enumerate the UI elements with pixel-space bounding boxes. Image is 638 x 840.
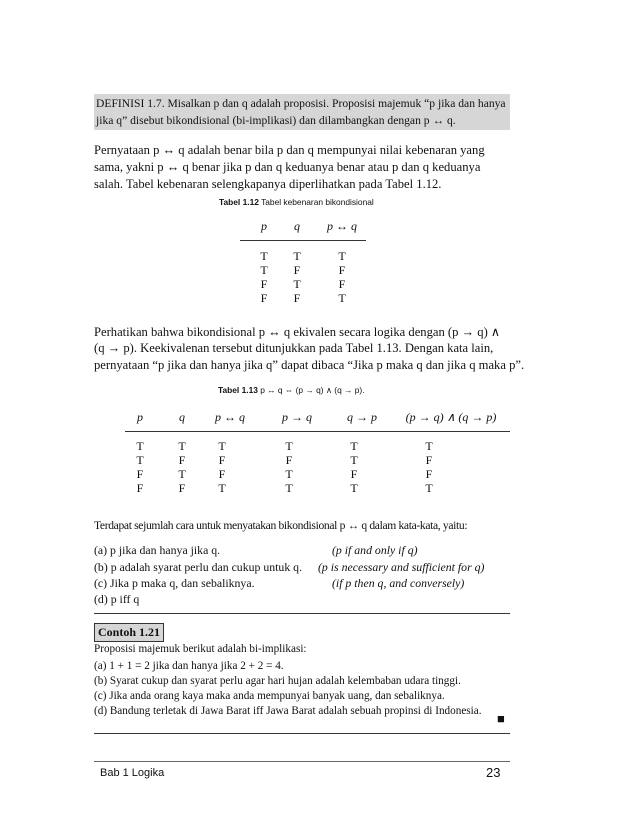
table2-cell: T	[285, 481, 293, 495]
table2-cell: F	[218, 467, 226, 481]
table2-cell: F	[136, 467, 144, 481]
example-item-d: (d) Bandung terletak di Jawa Barat iff Jawa Barat adalah sebuah propinsi di Indonesia.	[94, 705, 482, 717]
table1-cell: T	[260, 249, 268, 263]
para2-line-3: pernyataan “p jika dan hanya jika q” dapat dibaca “Jika p maka q dan jika q maka p”.	[94, 358, 525, 372]
table1-cell: T	[338, 249, 346, 263]
table1-cell: T	[260, 263, 268, 277]
table2-cell: F	[178, 481, 186, 495]
ways-item-d: (d) p iff q	[94, 592, 140, 606]
table2-cell: T	[285, 439, 293, 453]
table1-caption-label: Tabel 1.12	[219, 197, 259, 207]
footer-rule	[94, 761, 510, 762]
table1-cell: F	[338, 277, 346, 291]
table2-cell: F	[285, 453, 293, 467]
table1-rule	[240, 240, 366, 241]
example-item-c: (c) Jika anda orang kaya maka anda mempunyai banyak uang, dan sebaliknya.	[94, 690, 445, 702]
table2-cell: T	[350, 481, 358, 495]
ways-item-a: (a) p jika dan hanya jika q.	[94, 543, 221, 557]
table1-caption	[219, 197, 374, 207]
table2-caption	[218, 385, 365, 395]
table1-header-pq: p ↔ q	[327, 219, 357, 233]
table1-caption-text: Tabel kebenaran bikondisional	[261, 197, 374, 207]
table2-cell: T	[285, 467, 293, 481]
separator-line	[94, 613, 510, 614]
table1-cell: T	[338, 291, 346, 305]
table2-cell: T	[178, 439, 186, 453]
table2-cell: T	[218, 439, 226, 453]
example-item-b: (b) Syarat cukup dan syarat perlu agar hari hujan adalah kelembaban udara tinggi.	[94, 675, 461, 687]
para1-line-3: salah. Tabel kebenaran selengkapanya diperlihatkan pada Tabel 1.12.	[94, 177, 442, 191]
table1-cell: T	[293, 249, 301, 263]
table2-cell: T	[350, 439, 358, 453]
table2-header: q → p	[347, 410, 377, 424]
table2-cell: F	[178, 453, 186, 467]
ways-item-b-english: (p is necessary and sufficient for q)	[318, 560, 485, 574]
table1-cell: F	[293, 263, 301, 277]
table2-header: p	[137, 410, 143, 424]
table2-cell: T	[136, 453, 144, 467]
table1-cell: F	[260, 277, 268, 291]
para2-line-2: (q → p). Keekivalenan tersebut ditunjukkan pada Tabel 1.13. Dengan kata lain,	[94, 341, 494, 355]
table1-cell: T	[293, 277, 301, 291]
ways-item-a-english: (p if and only if q)	[332, 543, 418, 557]
para2-line-1: Perhatikan bahwa bikondisional p ↔ q ekivalen secara logika dengan (p → q) ∧	[94, 325, 501, 339]
table2-header: p ↔ q	[215, 410, 245, 424]
bottom-separator-line	[94, 733, 510, 734]
example-item-a: (a) 1 + 1 = 2 jika dan hanya jika 2 + 2 = 4.	[94, 660, 284, 672]
para1-line-2: sama, yakni p ↔ q benar jika p dan q keduanya benar atau p dan q keduanya	[94, 160, 481, 174]
ways-item-b: (b) p adalah syarat perlu dan cukup untuk q.	[94, 560, 303, 574]
table2-cell: T	[218, 481, 226, 495]
para3: Terdapat sejumlah cara untuk menyatakan bikondisional p ↔ q dalam kata-kata, yaitu:	[94, 519, 468, 532]
table2-rule	[125, 431, 510, 432]
table2-cell: T	[136, 439, 144, 453]
table1-cell: F	[260, 291, 268, 305]
table2-cell: T	[350, 453, 358, 467]
table2-cell: T	[425, 439, 433, 453]
table1-header-q: q	[294, 219, 300, 233]
table2-header: p → q	[282, 410, 312, 424]
table2-cell: T	[425, 481, 433, 495]
para1-line-1: Pernyataan p ↔ q adalah benar bila p dan q mempunyai nilai kebenaran yang	[94, 143, 485, 157]
table2-cell: T	[178, 467, 186, 481]
table1-cell: F	[293, 291, 301, 305]
definition-line-1: DEFINISI 1.7. Misalkan p dan q adalah proposisi. Proposisi majemuk “p jika dan hanya	[96, 97, 506, 110]
example-intro: Proposisi majemuk berikut adalah bi-implikasi:	[94, 643, 307, 655]
ways-item-c-english: (if p then q, and conversely)	[332, 576, 465, 590]
table2-caption-text: p ↔ q ⇔ (p → q) ∧ (q → p).	[260, 385, 365, 395]
table1-cell: F	[338, 263, 346, 277]
footer-chapter: Bab 1 Logika	[100, 767, 165, 779]
table1-header-p: p	[261, 219, 267, 233]
table2-cell: F	[350, 467, 358, 481]
table2-cell: F	[136, 481, 144, 495]
table2-cell: F	[425, 453, 433, 467]
table2-cell: F	[218, 453, 226, 467]
table2-cell: F	[425, 467, 433, 481]
table2-header: (p → q) ∧ (q → p)	[405, 410, 497, 424]
definition-line-2: jika q” disebut bikondisional (bi-implikasi) dan dilambangkan dengan p ↔ q.	[96, 114, 456, 127]
end-of-example-mark: ■	[497, 711, 505, 726]
table2-caption-label: Tabel 1.13	[218, 385, 258, 395]
page-number: 23	[486, 765, 501, 780]
example-title: Contoh 1.21	[94, 623, 164, 642]
table2-header: q	[179, 410, 185, 424]
ways-item-c: (c) Jika p maka q, dan sebaliknya.	[94, 576, 255, 590]
